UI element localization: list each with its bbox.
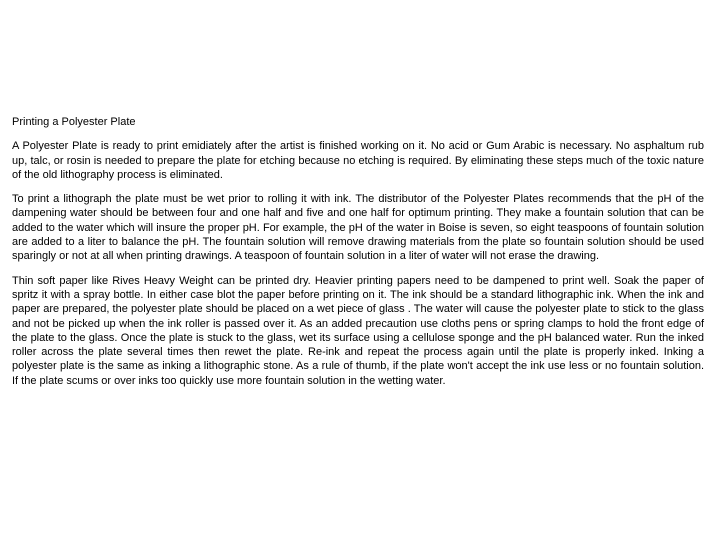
document-title: Printing a Polyester Plate <box>12 116 136 128</box>
paragraph-printing: Thin soft paper like Rives Heavy Weight can be printed dry. Heavier printing papers need to be dampened to print well. Soak the paper of spritz it with a spray bottle. In either case blot the paper before printing on it. The ink should be a standard lithographic ink. When the ink and paper are prepared, the polyester plate should be placed on a wet piece of glass . The water will cause the polyester plate to stick to the glass and not be picked up when the ink roller is passed over it. As an added precaution use cloths pens or spring clamps to hold the front edge of the plate to the glass. Once the plate is stuck to the glass, wet its surface using a cellulose sponge and the pH balanced water. Run the inked roller across the plate several times then rewet the plate. Re-ink and repeat the process again until the plate is properly inked. Inking a polyester plate is the same as inking a lithographic stone. As a rule of thumb, if the plate won't accept the ink use less or no fountain solution. If the plate scums or over inks too quickly use more fountain solution in the wetting water. <box>12 274 704 387</box>
document <box>12 115 704 398</box>
paragraph-dampening: To print a lithograph the plate must be wet prior to rolling it with ink. The distributor of the Polyester Plates recommends that the pH of the dampening water should be between four and one half and five and one half for optimum printing. They make a fountain solution that can be added to the water which will insure the proper pH. For example, the pH of the water in Boise is seven, so eight teaspoons of fountain solution are added to a liter to balance the pH. The fountain solution will remove drawing materials from the plate so fountain solution should be used sparingly or not at all when printing drawings. A teaspoon of fountain solution in a liter of water will not erase the drawing. <box>12 193 704 263</box>
paragraph-intro: A Polyester Plate is ready to print emidiately after the artist is finished working on it. No acid or Gum Arabic is necessary. No asphaltum rub up, talc, or rosin is needed to prepare the plate for etching because no etching is required. By eliminating these steps much of the toxic nature of the old lithography process is eliminated. <box>12 140 704 181</box>
